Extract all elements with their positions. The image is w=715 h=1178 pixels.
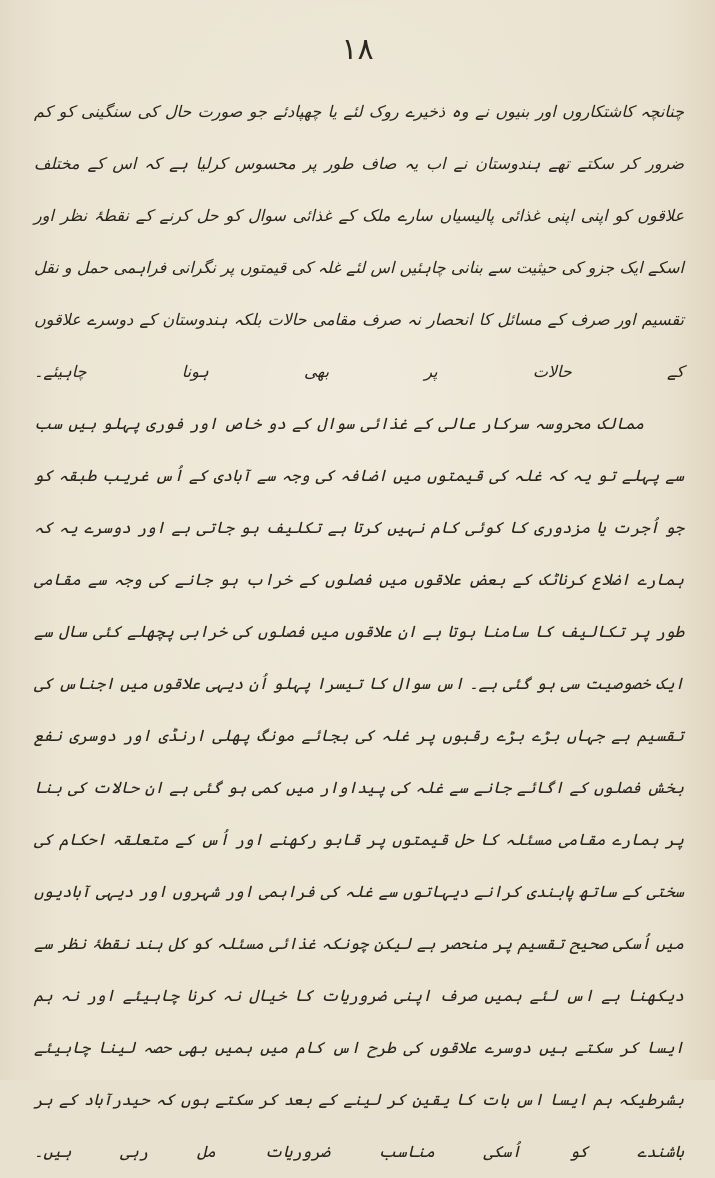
body-text: [34, 86, 684, 1178]
page-number: ۱۸: [341, 32, 374, 67]
paragraph-2: ممالک محروسہ سرکار عالی کے غذائی سوال کے دو خاص اور فوری پہلو ہیں سب سے پہلے تو یہ کہ غلہ کی قیمتوں میں اضافہ کی وجہ سے آبادی کے اُس غریب طبقہ کو جو اُجرت یا مزدوری کا کوئی کام نہیں کرتا ہے تکلیف ہو جاتی ہے اور دوسرے یہ کہ ہمارے اضلاع کرناٹک کے بعض علاقوں میں فصلوں کے خراب ہو جانے کی وجہ سے مقامی طور پر تکالیف کا سامنا ہوتا ہے ان علاقوں میں فصلوں کی خرابی پچھلے کئی سال سے ایک خصوصیت سی ہو گئی ہے۔ اس سوال کا تیسرا پہلو اُن دیہی علاقوں میں اجناس کی تقسیم ہے جہاں بڑے بڑے رقبوں پر غلہ کی بجائے مونگ پھلی ارنڈی اور دوسری نفع بخش فصلوں کے اگائے جانے سے غلہ کی پیداوار میں کمی ہو گئی ہے ان حالات کی بنا پر ہمارے مقامی مسئلہ کا حل قیمتوں پر قابو رکھنے اور اُس کے متعلقہ احکام کی سختی کے ساتھ پابندی کرانے دیہاتوں سے غلہ کی فراہمی اور شہروں اور دیہی آبادیوں میں اُسکی صحیح تقسیم پر منحصر ہے لیکن چونکہ غذائی مسئلہ کو کل ہند نقطۂ نظر سے دیکھنا ہے اس لئے ہمیں صرف اپنی ضروریات کا خیال نہ کرنا چاہیئے اور نہ ہم ایسا کر سکتے ہیں دوسرے علاقوں کی طرح اس کام میں ہمیں بھی حصہ لینا چاہیئے بشرطیکہ ہم ایسا اس بات کا یقین کر لینے کے بعد کر سکتے ہوں کہ حیدرآباد کے ہر باشندے کو اُسکی مناسب ضروریات مل رہی ہیں۔: [34, 414, 684, 1161]
paragraph-1: چنانچہ کاشتکاروں اور بنیوں نے وہ ذخیرے روک لئے یا چھپادئے جو صورت حال کی سنگینی کو کم ضرور کر سکتے تھے ہندوستان نے اب یہ صاف طور پر محسوس کرلیا ہے کہ اس کے مختلف علاقوں کو اپنی اپنی غذائی پالیسیاں سارے ملک کے غذائی سوال کو حل کرنے کے نقطۂ نظر اور اسکے ایک جزو کی حیثیت سے بنانی چاہئیں اس لئے غلہ کی قیمتوں پر نگرانی فراہمی حمل و نقل تقسیم اور صرف کے مسائل کا انحصار نہ صرف مقامی حالات بلکہ ہندوستان کے دوسرے علاقوں کے حالات پر بھی ہونا چاہیئے۔: [34, 102, 685, 381]
